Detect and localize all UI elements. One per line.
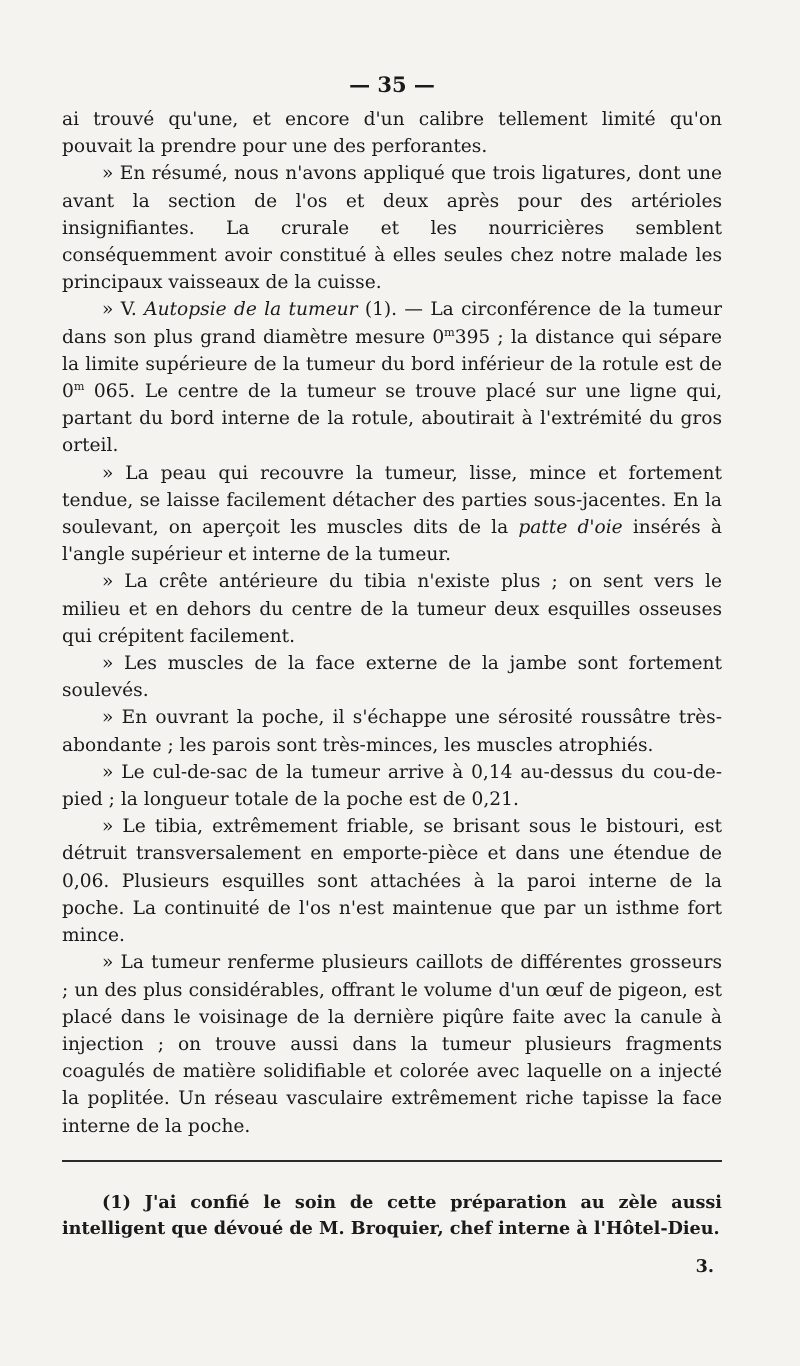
- paragraph: [62, 813, 722, 949]
- body-text: [62, 106, 722, 1140]
- text-run: » La tumeur renferme plusieurs caillots de différentes grosseurs ; un des plus considérables, offrant le volume d'un œuf de pigeon, est placé dans le voisinage de la dernière piqûre faite avec la canule à injection ; on trouve aussi dans la tumeur plusieurs fragments coagulés de matière solidifiable et colorée avec laquelle on a injecté la poplitée. Un réseau vasculaire extrêmement riche tapisse la face interne de la poche.: [62, 952, 722, 1137]
- text-run: » Le cul-de-sac de la tumeur arrive à 0,14 au-dessus du cou-de-pied ; la longueur totale de la poche est de 0,21.: [62, 761, 722, 811]
- paragraph: [62, 460, 722, 569]
- footnote-divider: [62, 1160, 722, 1162]
- paragraph: [62, 949, 722, 1139]
- paragraph: [62, 759, 722, 813]
- text-run: insérés à l'angle supérieur et interne de la tumeur.: [62, 517, 722, 566]
- page-number: — 35 —: [349, 72, 435, 97]
- text-run: 395 ; la distance qui sépare la limite supérieure de la tumeur du bord inférieur de la rotule est de 0: [62, 326, 722, 403]
- signature-mark: 3.: [695, 1255, 714, 1277]
- paragraph: [62, 650, 722, 704]
- text-run: » En résumé, nous n'avons appliqué que trois ligatures, dont une avant la section de l'os et deux après pour des artérioles insignifiantes. La crurale et les nourricières semblent conséquemment avoir constitué à elles seules chez notre malade les principaux vaisseaux de la cuisse.: [62, 163, 722, 294]
- text-run: » V.: [102, 299, 145, 321]
- paragraph: [62, 704, 722, 758]
- text-run: (1). — La circonférence de la tumeur dans son plus grand diamètre mesure 0: [62, 299, 722, 348]
- paragraph: [62, 568, 722, 650]
- paragraph: [62, 160, 722, 296]
- unit-superscript: m: [73, 379, 85, 393]
- footnote: (1) J'ai confié le soin de cette préparation au zèle aussi intelligent que dévoué de M. Broquier, chef interne à l'Hôtel-Dieu.: [62, 1191, 722, 1239]
- text-run: 065. Le centre de la tumeur se trouve placé sur une ligne qui, partant du bord interne de la rotule, aboutirait à l'extrémité du gros orteil.: [62, 381, 722, 457]
- paragraph: [62, 296, 722, 459]
- text-run: » Le tibia, extrêmement friable, se brisant sous le bistouri, est détruit transversalement en emporte-pièce et dans une étendue de 0,06. Plusieurs esquilles sont attachées à la paroi interne de la poche. La continuité de l'os n'est maintenue que par un isthme fort mince.: [62, 816, 722, 947]
- text-run: » La crête antérieure du tibia n'existe plus ; on sent vers le milieu et en dehors du centre de la tumeur deux esquilles osseuses qui crépitent facilement.: [62, 571, 722, 647]
- text-run: » En ouvrant la poche, il s'échappe une sérosité roussâtre très-abondante ; les parois sont très-minces, les muscles atrophiés.: [62, 707, 722, 756]
- text-run: » La peau qui recouvre la tumeur, lisse, mince et fortement tendue, se laisse facilement détacher des parties sous-jacentes. En la soulevant, on aperçoit les muscles dits de la: [62, 462, 722, 539]
- italic-text: Autopsie de la tumeur: [144, 299, 358, 321]
- text-run: ai trouvé qu'une, et encore d'un calibre tellement limité qu'on pouvait la prendre pour une des perforantes.: [62, 109, 722, 158]
- unit-superscript: m: [444, 325, 455, 339]
- text-run: » Les muscles de la face externe de la jambe sont fortement soulevés.: [62, 653, 722, 702]
- italic-text: patte d'oie: [518, 517, 623, 539]
- paragraph: [62, 106, 722, 160]
